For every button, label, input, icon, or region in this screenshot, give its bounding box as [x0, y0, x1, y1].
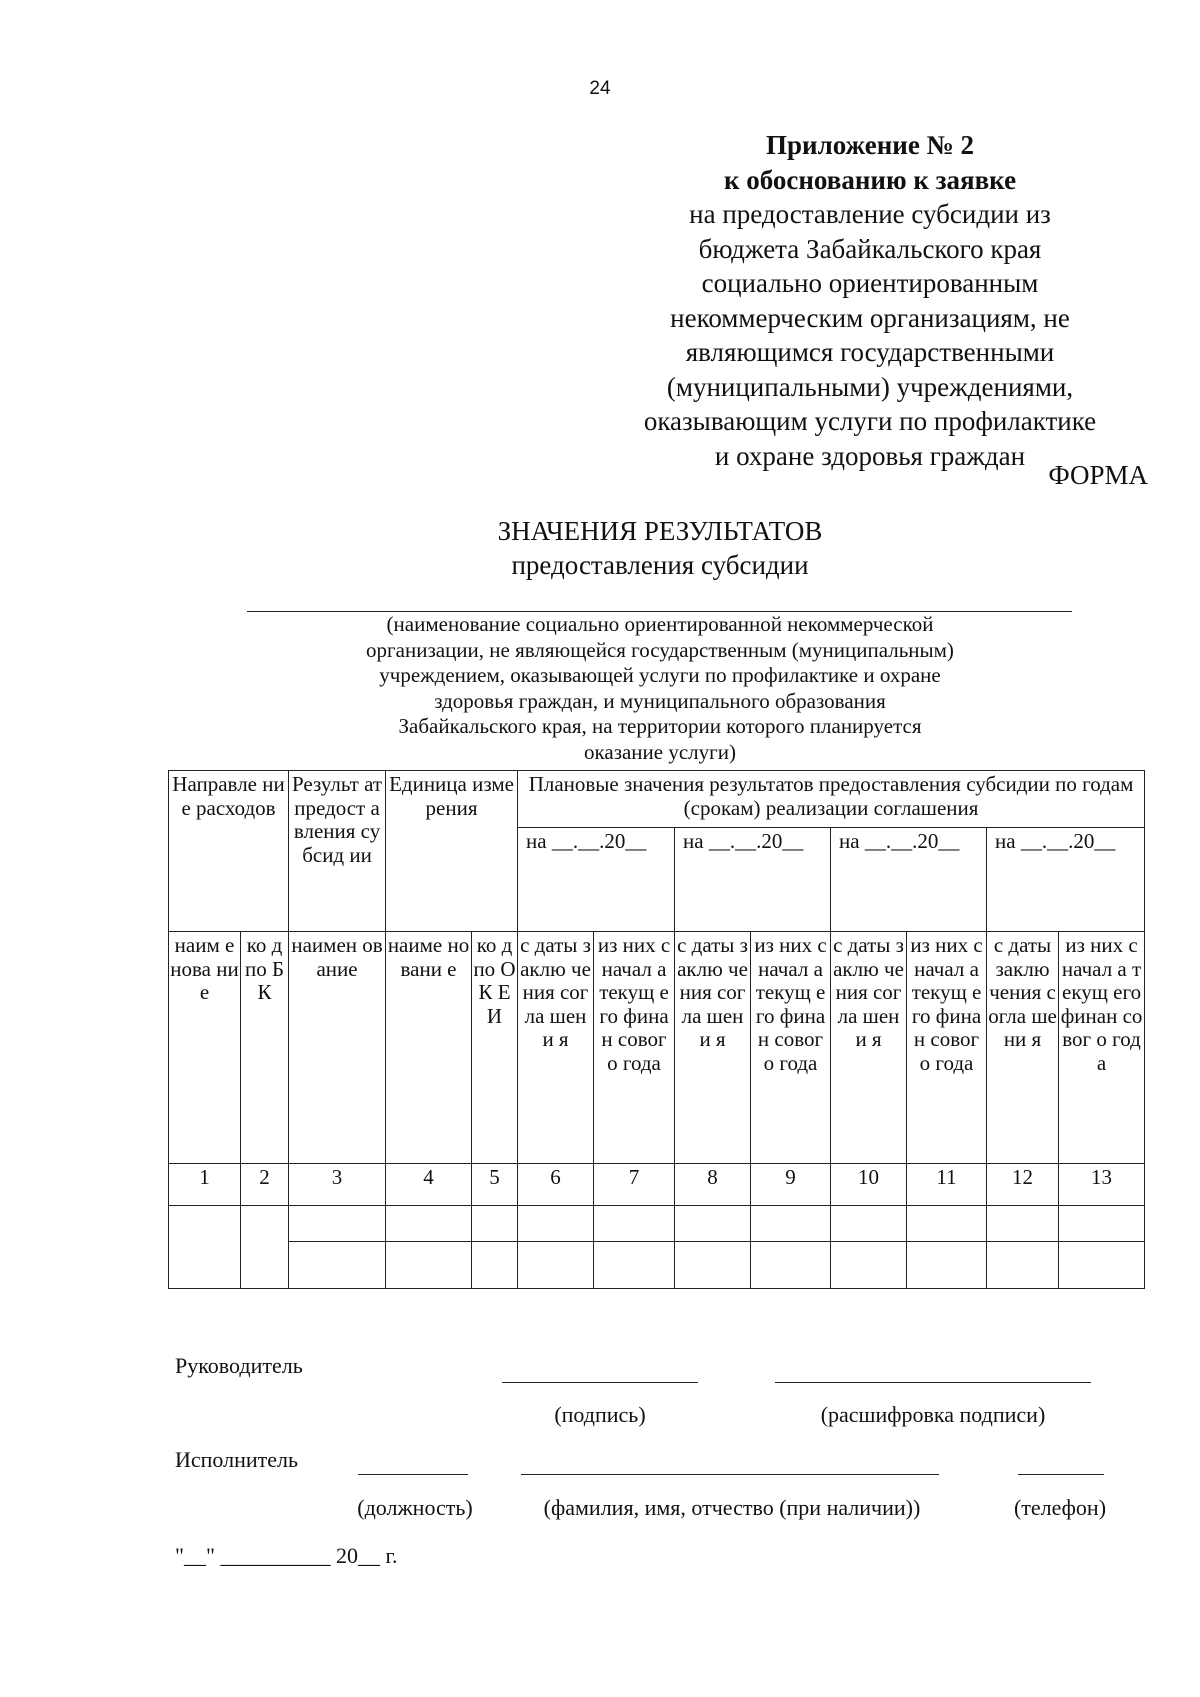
header-result: Результ ат предост авления субсид ии	[289, 771, 386, 932]
sub-header-name: наим енова ние	[169, 932, 241, 1164]
results-table	[168, 770, 1145, 1289]
fio-caption: (фамилия, имя, отчество (при наличии))	[543, 1495, 921, 1520]
appendix-line: на предоставление субсидии из	[689, 199, 1051, 229]
sub-header-from-agreement: с даты заклю чения согла шени я	[831, 932, 907, 1164]
decoding-line[interactable]	[775, 1382, 1091, 1383]
executor-label: Исполнитель	[175, 1447, 299, 1472]
phone-line[interactable]	[1018, 1474, 1104, 1475]
position-line[interactable]	[358, 1474, 468, 1475]
empty-cell[interactable]	[518, 1242, 594, 1289]
org-name-caption	[300, 612, 1020, 765]
column-number: 7	[594, 1164, 675, 1206]
empty-cell[interactable]	[907, 1242, 987, 1289]
phone-caption: (телефон)	[1013, 1495, 1107, 1520]
empty-cell[interactable]	[289, 1242, 386, 1289]
empty-cell[interactable]	[751, 1242, 831, 1289]
column-number: 4	[386, 1164, 472, 1206]
empty-cell[interactable]	[831, 1206, 907, 1242]
appendix-line: и охране здоровья граждан	[714, 440, 1026, 471]
empty-cell[interactable]	[675, 1242, 751, 1289]
fio-line[interactable]	[521, 1474, 939, 1475]
title-sub: предоставления субсидии	[511, 550, 809, 580]
sub-header-from-agreement: с даты заклю чения согла шени я	[675, 932, 751, 1164]
position-caption: (должность)	[357, 1495, 473, 1520]
signature-caption: (подпись)	[554, 1402, 646, 1427]
empty-cell[interactable]	[594, 1206, 675, 1242]
empty-cell[interactable]	[472, 1242, 518, 1289]
appendix-title: Приложение № 2	[766, 130, 974, 160]
header-period: на __.__.20__	[518, 828, 675, 932]
header-planned-values: Плановые значения результатов предоставления субсидии по годам (срокам) реализации соглашения	[518, 771, 1145, 828]
caption-line: здоровья граждан, и муниципального образования	[434, 688, 886, 713]
sub-header-from-agreement: с даты заклю чения согла шени я	[518, 932, 594, 1164]
empty-cell[interactable]	[1059, 1242, 1145, 1289]
empty-cell[interactable]	[907, 1206, 987, 1242]
header-direction: Направле ние расходов	[169, 771, 289, 932]
sub-header-result-name: наимен ование	[289, 932, 386, 1164]
empty-cell[interactable]	[472, 1206, 518, 1242]
header-unit: Единица измерения	[386, 771, 518, 932]
appendix-line: являющимся государственными	[685, 337, 1055, 367]
empty-cell[interactable]	[675, 1206, 751, 1242]
empty-cell[interactable]	[386, 1206, 472, 1242]
sub-header-from-fiscal-year: из них с начал а текущ его финан совог о года	[1059, 932, 1145, 1164]
sub-header-unit-name: наиме новани е	[386, 932, 472, 1164]
column-number: 6	[518, 1164, 594, 1206]
column-number: 11	[907, 1164, 987, 1206]
caption-line: (наименование социально ориентированной некоммерческой	[386, 612, 934, 636]
head-label: Руководитель	[175, 1353, 303, 1378]
column-number: 5	[472, 1164, 518, 1206]
column-number: 10	[831, 1164, 907, 1206]
caption-line: Забайкальского края, на территории которого планируется	[398, 714, 922, 738]
empty-cell[interactable]	[169, 1206, 241, 1289]
header-period: на __.__.20__	[831, 828, 987, 932]
appendix-subtitle: к обоснованию к заявке	[723, 164, 1017, 195]
appendix-line: социально ориентированным	[701, 268, 1039, 298]
column-number: 13	[1059, 1164, 1145, 1206]
sub-header-code-bk: ко д по БК	[241, 932, 289, 1164]
column-number: 1	[169, 1164, 241, 1206]
empty-cell[interactable]	[386, 1242, 472, 1289]
empty-cell[interactable]	[751, 1206, 831, 1242]
sub-header-from-fiscal-year: из них с начал а текущ его финан совог о года	[751, 932, 831, 1164]
caption-line: оказание услуги)	[583, 739, 736, 764]
caption-line: организации, не являющейся государственным (муниципальным)	[366, 637, 954, 662]
empty-cell[interactable]	[987, 1242, 1059, 1289]
sub-header-from-agreement: с даты заклю чения согла шени я	[987, 932, 1059, 1164]
sub-header-from-fiscal-year: из них с начал а текущ его финан совог о года	[594, 932, 675, 1164]
column-number: 8	[675, 1164, 751, 1206]
appendix-line: некоммерческим организациям, не	[670, 302, 1070, 333]
table-row	[169, 1206, 1145, 1242]
empty-cell[interactable]	[987, 1206, 1059, 1242]
empty-cell[interactable]	[1059, 1206, 1145, 1242]
caption-line: учреждением, оказывающей услуги по профилактике и охране	[379, 663, 941, 687]
decoding-caption: (расшифровка подписи)	[820, 1402, 1046, 1427]
title-main: ЗНАЧЕНИЯ РЕЗУЛЬТАТОВ	[497, 516, 823, 546]
empty-cell[interactable]	[518, 1206, 594, 1242]
table-row	[169, 1242, 1145, 1289]
appendix-line: (муниципальными) учреждениями,	[666, 371, 1074, 402]
signature-line[interactable]	[502, 1382, 698, 1383]
column-number: 3	[289, 1164, 386, 1206]
page-number: 24	[589, 78, 611, 99]
empty-cell[interactable]	[289, 1206, 386, 1242]
document-title	[0, 514, 1200, 582]
column-number: 2	[241, 1164, 289, 1206]
empty-cell[interactable]	[241, 1206, 289, 1289]
appendix-line: оказывающим услуги по профилактике	[643, 406, 1097, 436]
appendix-line: бюджета Забайкальского края	[698, 233, 1042, 264]
empty-cell[interactable]	[831, 1242, 907, 1289]
header-period: на __.__.20__	[675, 828, 831, 932]
empty-cell[interactable]	[594, 1242, 675, 1289]
appendix-block	[640, 128, 1100, 473]
form-label: ФОРМА	[1048, 460, 1148, 490]
header-period: на __.__.20__	[987, 828, 1145, 932]
column-number: 12	[987, 1164, 1059, 1206]
sub-header-code-okei: ко д по ОК ЕИ	[472, 932, 518, 1164]
sub-header-from-fiscal-year: из них с начал а текущ его финан совог о года	[907, 932, 987, 1164]
date-line: "__" __________ 20__ г.	[175, 1543, 398, 1568]
column-number: 9	[751, 1164, 831, 1206]
